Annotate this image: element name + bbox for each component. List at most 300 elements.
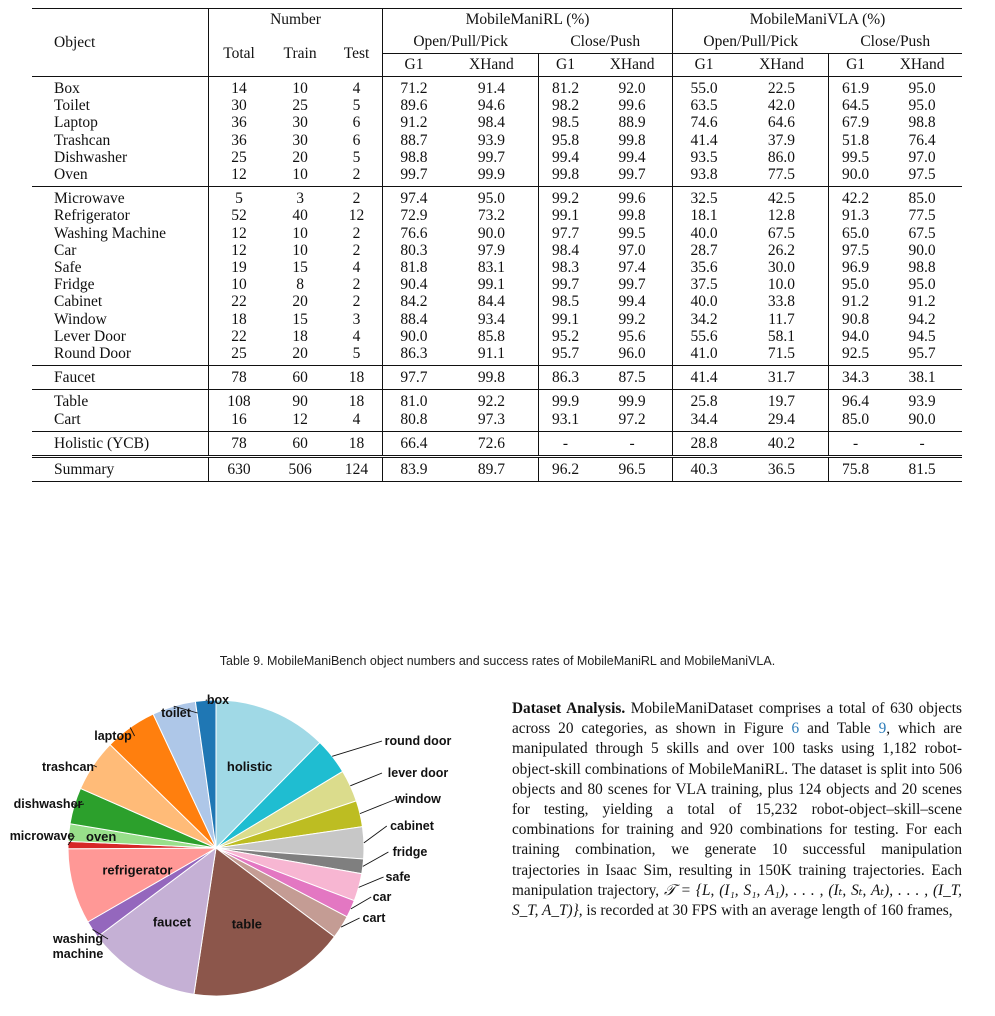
table-cell: 91.3: [828, 207, 882, 224]
table-cell: 2: [352, 241, 361, 259]
paragraph-heading: Dataset Analysis.: [512, 700, 626, 717]
table-cell: 81.0: [383, 390, 445, 411]
table-cell: 6: [352, 131, 361, 149]
table-cell: 19: [209, 259, 270, 276]
table-cell: 38.1: [882, 366, 962, 390]
table-cell: 40.0: [673, 225, 735, 242]
table-cell: 2: [331, 187, 382, 208]
table-cell: 88.4: [383, 311, 445, 328]
pie-label-lever-door: lever door: [387, 766, 449, 780]
table-cell: 67.9: [828, 114, 882, 131]
table-cell: 81.2: [538, 77, 592, 98]
row-label: Microwave: [32, 187, 209, 208]
table-cell: 94.0: [828, 328, 882, 345]
table-cell: 77.5: [767, 166, 796, 184]
table-cell: 67.5: [908, 224, 936, 242]
table-row: [32, 293, 962, 310]
table-cell: 12: [209, 166, 270, 187]
table-cell: 3: [269, 187, 331, 208]
table-cell: 5: [352, 97, 361, 115]
table-cell: 55.0: [673, 77, 735, 98]
table-cell: 34.4: [673, 411, 735, 432]
row-label: Trashcan: [54, 131, 111, 149]
table-cell: 2: [352, 276, 361, 294]
table-cell: 99.8: [445, 366, 538, 390]
table-cell: 42.5: [735, 187, 828, 208]
table-row: [32, 259, 962, 276]
table-cell: 41.0: [673, 345, 735, 366]
col-rl-g1-open: G1: [383, 54, 445, 77]
table-cell: 51.8: [828, 132, 882, 149]
table-cell: 93.9: [882, 390, 962, 411]
table-cell: 83.1: [477, 259, 505, 277]
col-vla-xhand-close: XHand: [882, 54, 962, 77]
table-row: [32, 77, 962, 98]
row-label: Dishwasher: [54, 148, 128, 166]
table-cell: 99.7: [383, 166, 445, 187]
trajectory-formula: 𝒯 = {L, (I₁, S₁, A₁), . . . , (Iₜ, Sₜ, Aₜ), . . . , (I_T, S_T, A_T)},: [512, 881, 962, 920]
pie-leader-line: [364, 826, 387, 843]
table-row: [32, 457, 962, 482]
table-cell: 10: [269, 77, 331, 98]
table-cell: 90.0: [477, 224, 505, 242]
row-label: Lever Door: [54, 327, 126, 345]
table-cell: 99.1: [538, 311, 592, 328]
table-cell: 25: [209, 345, 270, 366]
table-cell: 84.2: [383, 293, 445, 310]
pie-leader-line: [360, 799, 396, 814]
table-cell: 73.2: [477, 207, 505, 225]
table-cell: 506: [269, 457, 331, 482]
table-cell: 81.5: [882, 457, 962, 482]
table-cell: 10: [292, 166, 308, 184]
table-cell: 34.3: [828, 366, 882, 390]
table-cell: 95.0: [828, 276, 882, 293]
pie-leader-line: [350, 773, 382, 786]
table-cell: 97.2: [618, 410, 646, 428]
pie-label-washing-machine: washing machine: [52, 932, 104, 961]
table-cell: 80.3: [383, 242, 445, 259]
table-cell: 40.2: [735, 431, 828, 456]
col-number: Number: [209, 9, 383, 32]
table-cell: -: [828, 431, 882, 456]
pie-leader-line: [332, 741, 382, 756]
table-row: [32, 149, 962, 166]
table-cell: 98.5: [538, 114, 592, 131]
table-cell: 94.6: [477, 97, 505, 115]
table-cell: -: [882, 431, 962, 456]
table-cell: 85.0: [828, 411, 882, 432]
table-cell: 97.7: [383, 366, 445, 390]
table-cell: 99.1: [477, 276, 505, 294]
table-cell: 99.7: [477, 148, 505, 166]
table-cell: 4: [352, 410, 361, 428]
col-vla-close: Close/Push: [860, 33, 931, 51]
pie-label-microwave: microwave: [9, 829, 75, 843]
table-cell: 31.7: [735, 366, 828, 390]
table-row: [32, 431, 962, 456]
table-cell: 98.3: [538, 259, 592, 276]
table-cell: 85.8: [477, 327, 505, 345]
table-cell: 63.5: [673, 97, 735, 114]
table-cell: 4: [352, 259, 361, 277]
table-cell: 97.9: [477, 241, 505, 259]
pie-label-trashcan: trashcan: [41, 760, 95, 774]
table-cell: 95.0: [908, 276, 936, 294]
row-label: Car: [54, 241, 77, 259]
table-cell: 40.3: [673, 457, 735, 482]
col-rl-open: Open/Pull/Pick: [383, 31, 539, 54]
table-cell: 90.0: [383, 328, 445, 345]
pie-label-box: box: [206, 693, 230, 707]
table-cell: 18: [331, 366, 382, 390]
col-object: Object: [32, 9, 209, 77]
table-row: [32, 311, 962, 328]
table-cell: 91.2: [383, 114, 445, 131]
table-cell: 22.5: [735, 77, 828, 98]
table-cell: 99.4: [538, 149, 592, 166]
pie-label-faucet: faucet: [152, 914, 192, 930]
row-label: Table: [32, 390, 209, 411]
table-cell: 98.8: [908, 114, 936, 132]
table-row: [32, 345, 962, 366]
table-cell: 42.2: [828, 187, 882, 208]
table-cell: 52: [209, 207, 270, 224]
table-cell: 30: [209, 97, 270, 114]
table-cell: 12: [292, 410, 308, 428]
table-cell: 91.2: [828, 293, 882, 310]
table-cell: 40.0: [673, 293, 735, 310]
table-cell: 5: [209, 187, 270, 208]
table-cell: 60: [269, 431, 331, 456]
category-pie-chart: [0, 690, 500, 1016]
table-cell: 99.5: [828, 149, 882, 166]
col-vla-xhand-open: XHand: [735, 54, 828, 77]
table-cell: 95.7: [908, 345, 936, 363]
table-cell: 99.2: [538, 187, 592, 208]
table-cell: 10: [292, 224, 308, 242]
table-cell: 18: [331, 390, 382, 411]
table-cell: 58.1: [767, 327, 796, 345]
table-cell: 92.2: [445, 390, 538, 411]
row-label: Round Door: [54, 345, 132, 363]
table-cell: 99.6: [618, 97, 646, 115]
table-cell: 75.8: [828, 457, 882, 482]
table-cell: -: [592, 431, 672, 456]
table-cell: 5: [352, 148, 361, 166]
table-cell: 95.2: [538, 328, 592, 345]
pie-label-toilet: toilet: [161, 706, 191, 720]
pie-label-table: table: [231, 916, 263, 932]
table-cell: 76.4: [908, 131, 936, 149]
table-cell: 71.5: [767, 345, 796, 363]
col-rl: MobileManiRL (%): [383, 9, 673, 32]
table-cell: 89.7: [445, 457, 538, 482]
table-cell: 93.9: [477, 131, 505, 149]
table-cell: 99.8: [618, 207, 646, 225]
table-cell: 96.2: [538, 457, 592, 482]
table-cell: 2: [352, 166, 361, 184]
table-cell: 86.3: [383, 345, 445, 366]
table-cell: 66.4: [383, 431, 445, 456]
col-vla-g1-close: G1: [828, 54, 882, 77]
table-row: [32, 242, 962, 259]
table-cell: 99.7: [618, 166, 646, 184]
table-cell: 36: [209, 114, 270, 131]
table-row: [32, 276, 962, 293]
pie-label-refrigerator: refrigerator: [102, 862, 173, 878]
table-cell: 22: [209, 328, 270, 345]
pie-label-car: car: [372, 890, 392, 904]
table-cell: 64.6: [767, 114, 796, 132]
row-label: Cart: [54, 410, 81, 428]
table-cell: 97.5: [908, 166, 936, 184]
table-cell: 95.6: [618, 327, 646, 345]
table-row: [32, 366, 962, 390]
table-cell: 35.6: [673, 259, 735, 276]
table-cell: 92.5: [828, 345, 882, 366]
row-label: Summary: [32, 457, 209, 482]
table-cell: 86.0: [767, 148, 796, 166]
table-cell: 99.2: [618, 310, 646, 328]
table-cell: 12: [209, 225, 270, 242]
table-cell: 19.7: [735, 390, 828, 411]
row-label: Laptop: [54, 114, 98, 132]
table-cell: 6: [352, 114, 361, 132]
table-cell: 34.2: [673, 311, 735, 328]
table-row: [32, 187, 962, 208]
table-cell: 25: [209, 149, 270, 166]
table-cell: 99.4: [618, 148, 646, 166]
table-cell: 30: [292, 114, 308, 132]
pie-label-cart: cart: [362, 911, 386, 925]
row-label: Cabinet: [54, 293, 103, 311]
pie-label-fridge: fridge: [392, 845, 428, 859]
table-cell: 97.4: [618, 259, 646, 277]
table-cell: 99.9: [477, 166, 505, 184]
table-cell: 72.6: [445, 431, 538, 456]
table-row: [32, 390, 962, 411]
table-row: [32, 166, 962, 187]
table-cell: 91.1: [477, 345, 505, 363]
col-train: Train: [283, 44, 317, 62]
table-cell: 97.0: [908, 148, 936, 166]
table-cell: 71.2: [383, 77, 445, 98]
table-cell: 91.2: [908, 293, 936, 311]
table-cell: 87.5: [592, 366, 672, 390]
col-rl-g1-close: G1: [538, 54, 592, 77]
table-row: [32, 411, 962, 432]
table-cell: 41.4: [673, 366, 735, 390]
table-cell: 76.6: [383, 225, 445, 242]
table-cell: 18: [209, 311, 270, 328]
pie-label-laptop: laptop: [94, 729, 132, 743]
table-cell: 91.4: [445, 77, 538, 98]
row-label: Window: [54, 310, 107, 328]
table-cell: 25: [292, 97, 308, 115]
table-cell: 84.4: [477, 293, 505, 311]
table-cell: 4: [331, 77, 382, 98]
col-rl-xhand-close: XHand: [592, 54, 672, 77]
table-cell: 37.9: [767, 131, 796, 149]
table-cell: 20: [292, 148, 308, 166]
table-cell: 80.8: [383, 411, 445, 432]
table-cell: 95.0: [882, 77, 962, 98]
table-cell: 89.6: [383, 97, 445, 114]
table-cell: 20: [292, 345, 308, 363]
table-cell: 78: [209, 366, 270, 390]
table-cell: 18: [292, 327, 308, 345]
table-cell: 25.8: [673, 390, 735, 411]
table-cell: 15: [292, 310, 308, 328]
table-cell: 18.1: [673, 207, 735, 224]
table-cell: 15: [292, 259, 308, 277]
pie-leader-line: [363, 852, 389, 866]
table-cell: 8: [296, 276, 304, 294]
table-row: [32, 132, 962, 149]
table-cell: 77.5: [908, 207, 936, 225]
table-cell: 61.9: [828, 77, 882, 98]
col-total: Total: [209, 31, 270, 77]
table-cell: 67.5: [767, 224, 796, 242]
table-cell: 94.5: [908, 327, 936, 345]
table-cell: 11.7: [768, 310, 795, 328]
table-cell: 37.5: [673, 276, 735, 293]
row-label: Washing Machine: [54, 224, 166, 242]
pie-label-oven: oven: [86, 828, 117, 844]
col-rl-close: Close/Push: [570, 33, 641, 51]
table-cell: 90.0: [828, 166, 882, 187]
pie-label-safe: safe: [385, 870, 411, 884]
table-cell: 93.5: [673, 149, 735, 166]
col-vla-g1-open: G1: [673, 54, 735, 77]
table-cell: 97.7: [538, 225, 592, 242]
table-cell: 95.0: [445, 187, 538, 208]
paragraph-text-4: is recorded at 30 FPS with an average length of 160 frames,: [586, 902, 953, 920]
col-vla-open: Open/Pull/Pick: [673, 31, 829, 54]
table-cell: 88.7: [383, 132, 445, 149]
table-cell: 98.4: [477, 114, 505, 132]
table-cell: 93.1: [538, 411, 592, 432]
table-cell: 97.3: [477, 410, 505, 428]
table-cell: 5: [352, 345, 361, 363]
table-cell: 2: [352, 293, 361, 311]
table-cell: 98.4: [538, 242, 592, 259]
row-label: Faucet: [32, 366, 209, 390]
results-table: [32, 8, 962, 482]
table-cell: 41.4: [673, 132, 735, 149]
col-test: Test: [343, 44, 370, 62]
table-cell: 99.5: [618, 224, 646, 242]
table-cell: 26.2: [767, 241, 796, 259]
table-cell: 28.7: [673, 242, 735, 259]
table-cell: 96.9: [828, 259, 882, 276]
table-cell: 12.8: [767, 207, 796, 225]
pie-label-round-door: round door: [384, 734, 452, 748]
col-rl-xhand-open: XHand: [445, 54, 538, 77]
table-row: [32, 328, 962, 345]
table-row: [32, 207, 962, 224]
table-cell: 65.0: [828, 225, 882, 242]
table-row: [32, 114, 962, 131]
table-cell: 78: [209, 431, 270, 456]
table-cell: 90.0: [908, 410, 936, 428]
table-cell: 97.0: [618, 241, 646, 259]
row-label: Safe: [54, 259, 82, 277]
table-cell: 93.4: [477, 310, 505, 328]
table-cell: 99.9: [538, 390, 592, 411]
table-cell: 12: [209, 242, 270, 259]
pie-label-window: window: [395, 792, 441, 806]
table-cell: 20: [292, 293, 308, 311]
table-cell: 92.0: [592, 77, 672, 98]
table-cell: 90: [269, 390, 331, 411]
table-cell: 3: [352, 310, 361, 328]
table-cell: 93.8: [673, 166, 735, 187]
table-cell: 83.9: [383, 457, 445, 482]
table-cell: 88.9: [618, 114, 646, 132]
table-row: [32, 97, 962, 114]
table-cell: 85.0: [882, 187, 962, 208]
table-cell: 99.9: [592, 390, 672, 411]
table-cell: 98.2: [538, 97, 592, 114]
table-cell: 108: [209, 390, 270, 411]
table-cell: 99.8: [538, 166, 592, 187]
table-cell: 96.0: [618, 345, 646, 363]
table-cell: 36.5: [735, 457, 828, 482]
table-cell: 36: [209, 132, 270, 149]
table-cell: 33.8: [767, 293, 796, 311]
paragraph-text-2: and Table: [799, 720, 879, 738]
row-label: Holistic (YCB): [32, 431, 209, 456]
pie-label-holistic: holistic: [226, 758, 273, 774]
table-ref-link[interactable]: 9: [878, 720, 887, 738]
table-cell: 94.2: [908, 310, 936, 328]
table-cell: 98.8: [908, 259, 936, 277]
dataset-analysis-paragraph: [512, 699, 962, 921]
table-cell: 14: [209, 77, 270, 98]
table-cell: 40: [292, 207, 308, 225]
table-cell: 99.7: [618, 276, 646, 294]
table-cell: 29.4: [767, 410, 796, 428]
table-cell: 12: [348, 207, 365, 225]
table-cell: 97.5: [828, 242, 882, 259]
table-cell: 90.4: [383, 276, 445, 293]
table-cell: 99.6: [592, 187, 672, 208]
paragraph-text-3: , which are manipulated through 5 skills and over 100 tasks using 1,182 robot-object-skill combinations of MobileManiRL. The dataset is split into 506 objects and 80 scenes for VLA training, plus 124 objects and 20 scenes for testing, yielding a total of 15,232 robot-object–skill–scene combinations for training and 920 combinations for testing. For each training combination, we generate 10 successful manipulation trajectories in Isaac Sim, resulting in 150K training trajectories. Each manipulation trajectory,: [512, 720, 962, 899]
pie-leader-line: [359, 877, 384, 887]
table-cell: 90.8: [828, 311, 882, 328]
table-cell: 4: [352, 327, 361, 345]
pie-label-cabinet: cabinet: [390, 819, 434, 833]
col-vla: MobileManiVLA (%): [673, 9, 962, 32]
table-cell: 2: [352, 224, 361, 242]
table-cell: 95.0: [908, 97, 936, 115]
table-cell: 22: [209, 293, 270, 310]
row-label: Oven: [54, 166, 88, 184]
table-cell: 98.8: [383, 149, 445, 166]
paragraph-text-1: MobileManiDataset comprises a total of 630 objects across 20 categories, as shown in Figure: [512, 700, 962, 738]
row-label: Toilet: [54, 97, 90, 115]
table-cell: 99.1: [538, 207, 592, 224]
table-cell: 99.7: [538, 276, 592, 293]
table-cell: 96.5: [592, 457, 672, 482]
table-cell: 72.9: [383, 207, 445, 224]
table-cell: 32.5: [673, 187, 735, 208]
figure-ref-link[interactable]: 6: [791, 720, 800, 738]
pie-label-dishwasher: dishwasher: [13, 797, 83, 811]
table-cell: 30.0: [767, 259, 796, 277]
